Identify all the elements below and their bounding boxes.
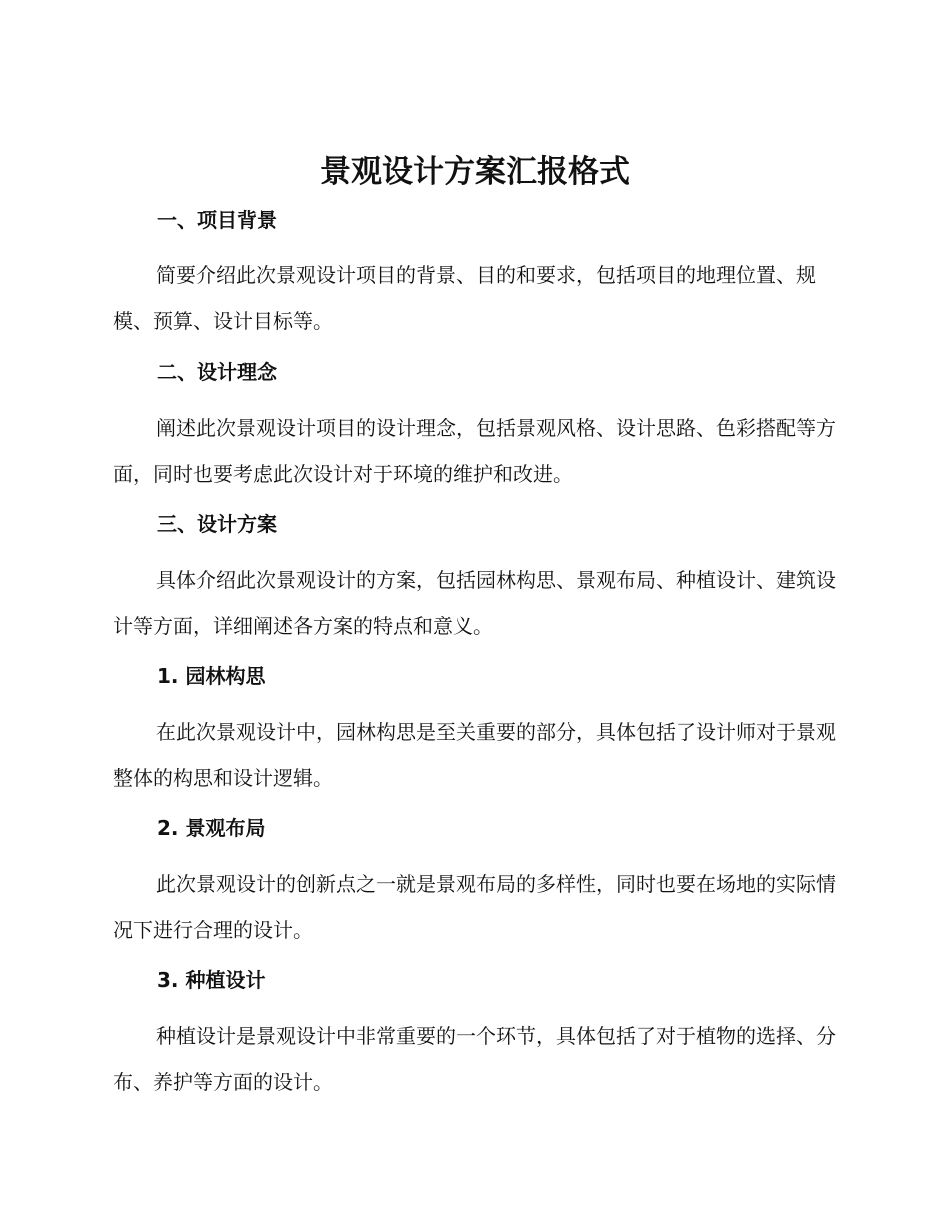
- document-title: 景观设计方案汇报格式: [320, 154, 630, 190]
- subsection-heading-layout: 2. 景观布局: [157, 816, 266, 840]
- subsection-body-layout: 此次景观设计的创新点之一就是景观布局的多样性，同时也要在场地的实际情况下进行合理的设计。: [113, 872, 836, 942]
- subsection-heading-garden-concept: 1. 园林构思: [157, 664, 266, 688]
- section-heading-concept: 二、设计理念: [157, 360, 277, 384]
- section-body-background: 简要介绍此次景观设计项目的背景、目的和要求，包括项目的地理位置、规模、预算、设计目标等。: [113, 263, 816, 333]
- section-heading-plan: 三、设计方案: [157, 512, 277, 536]
- section-body-plan: 具体介绍此次景观设计的方案，包括园林构思、景观布局、种植设计、建筑设计等方面，详细阐述各方案的特点和意义。: [113, 568, 836, 638]
- subsection-body-garden-concept: 在此次景观设计中，园林构思是至关重要的部分，具体包括了设计师对于景观整体的构思和设计逻辑。: [113, 720, 836, 790]
- section-heading-background: 一、项目背景: [157, 208, 277, 232]
- subsection-body-planting: 种植设计是景观设计中非常重要的一个环节，具体包括了对于植物的选择、分布、养护等方面的设计。: [113, 1024, 836, 1094]
- section-body-concept: 阐述此次景观设计项目的设计理念，包括景观风格、设计思路、色彩搭配等方面，同时也要考虑此次设计对于环境的维护和改进。: [113, 416, 836, 486]
- subsection-heading-planting: 3. 种植设计: [157, 968, 266, 992]
